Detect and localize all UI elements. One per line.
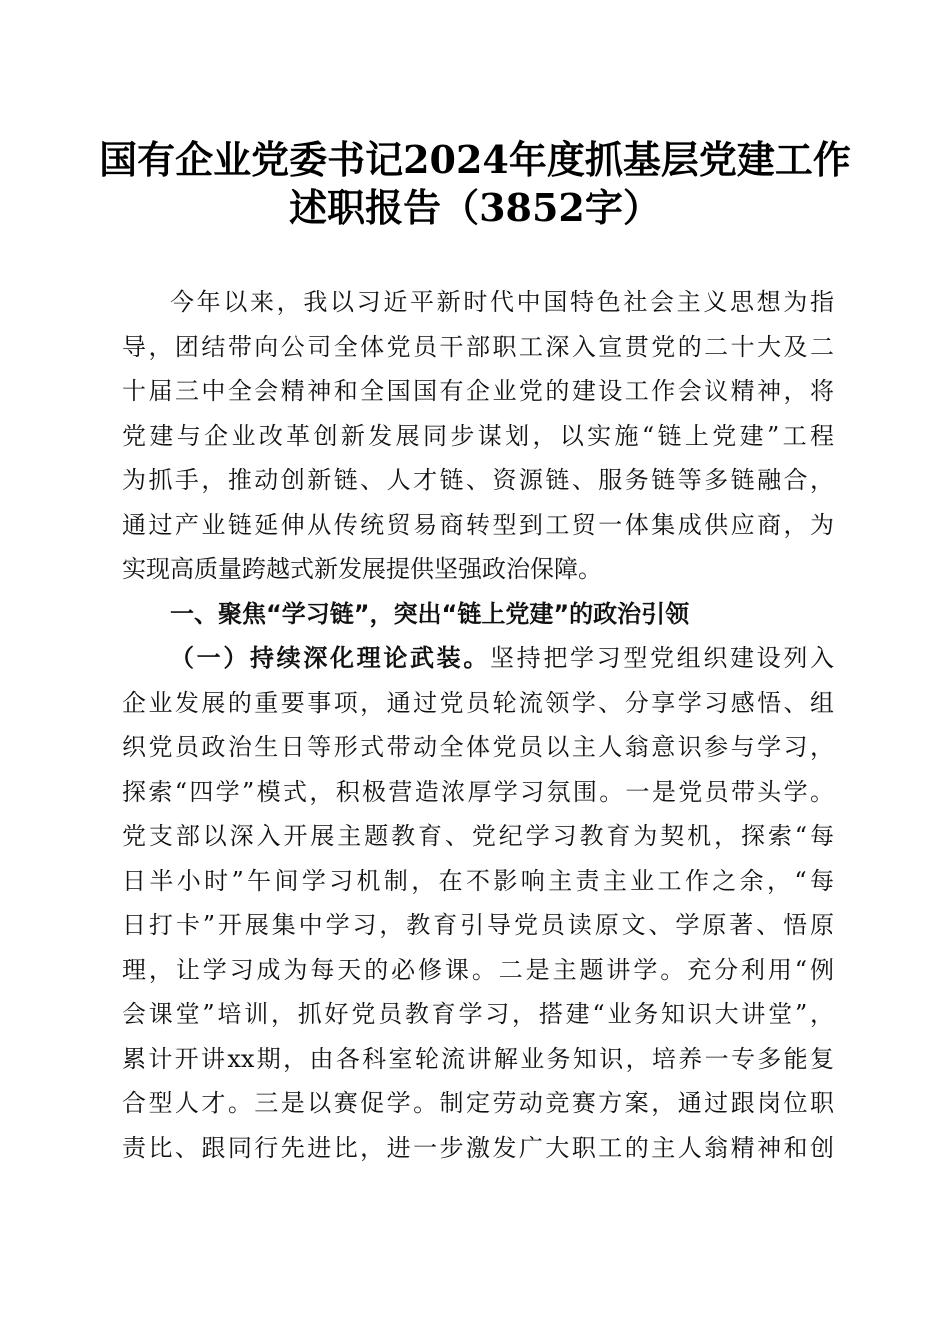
- paragraph-line: 织党员政治生日等形式带动全体党员以主人翁意识参与学习，: [122, 733, 834, 761]
- subsection-first-line-text: 坚持把学习型党组织建设列入: [490, 644, 834, 672]
- paragraph-line: 累计开讲xx期，由各科室轮流讲解业务知识，培养一专多能复: [122, 1044, 834, 1073]
- paragraph-line: 十届三中全会精神和全国国有企业党的建设工作会议精神，将: [122, 377, 834, 405]
- paragraph-line: 导，团结带向公司全体党员干部职工深入宣贯党的二十大及二: [122, 332, 834, 361]
- paragraph-line: 今年以来，我以习近平新时代中国特色社会主义思想为指: [170, 288, 834, 316]
- document-title: [60, 136, 890, 232]
- paragraph-line: 日打卡”开展集中学习，教育引导党员读原文、学原著、悟原: [122, 911, 834, 939]
- paragraph-line: 日半小时”午间学习机制，在不影响主责主业工作之余，“每: [122, 866, 834, 895]
- paragraph-line: 实现高质量跨越式新发展提供坚强政治保障。: [122, 555, 602, 583]
- paragraph-line: 会课堂”培训，抓好党员教育学习，搭建“业务知识大讲堂”，: [122, 1000, 834, 1028]
- paragraph-line: 通过产业链延伸从传统贸易商转型到工贸一体集成供应商，为: [122, 510, 834, 539]
- paragraph-line: 党建与企业改革创新发展同步谋划，以实施“链上党建”工程: [122, 421, 834, 450]
- paragraph-line: 党支部以深入开展主题教育、党纪学习教育为契机，探索“每: [122, 822, 834, 850]
- paragraph-line: 合型人才。三是以赛促学。制定劳动竞赛方案，通过跟岗位职: [122, 1089, 834, 1117]
- title-line-2: 述职报告（3852字）: [289, 185, 661, 230]
- paragraph-line: 企业发展的重要事项，通过党员轮流领学、分享学习感悟、组: [122, 688, 834, 717]
- paragraph-line: 理，让学习成为每天的必修课。二是主题讲学。充分利用“例: [122, 955, 834, 984]
- paragraph-line: 探索“四学”模式，积极营造浓厚学习氛围。一是党员带头学。: [122, 777, 834, 806]
- subsection-heading: （一）持续深化理论武装。: [170, 643, 490, 672]
- subsection-first-line: [122, 636, 834, 681]
- paragraph-line: 责比、跟同行先进比，进一步激发广大职工的主人翁精神和创: [122, 1133, 834, 1162]
- paragraph-line: 为抓手，推动创新链、人才链、资源链、服务链等多链融合，: [122, 466, 834, 494]
- title-line-1: 国有企业党委书记2024年度抓基层党建工作: [99, 137, 851, 182]
- document-body: [122, 280, 834, 1170]
- section-heading: 一、聚焦“学习链”，突出“链上党建”的政治引领: [170, 599, 690, 628]
